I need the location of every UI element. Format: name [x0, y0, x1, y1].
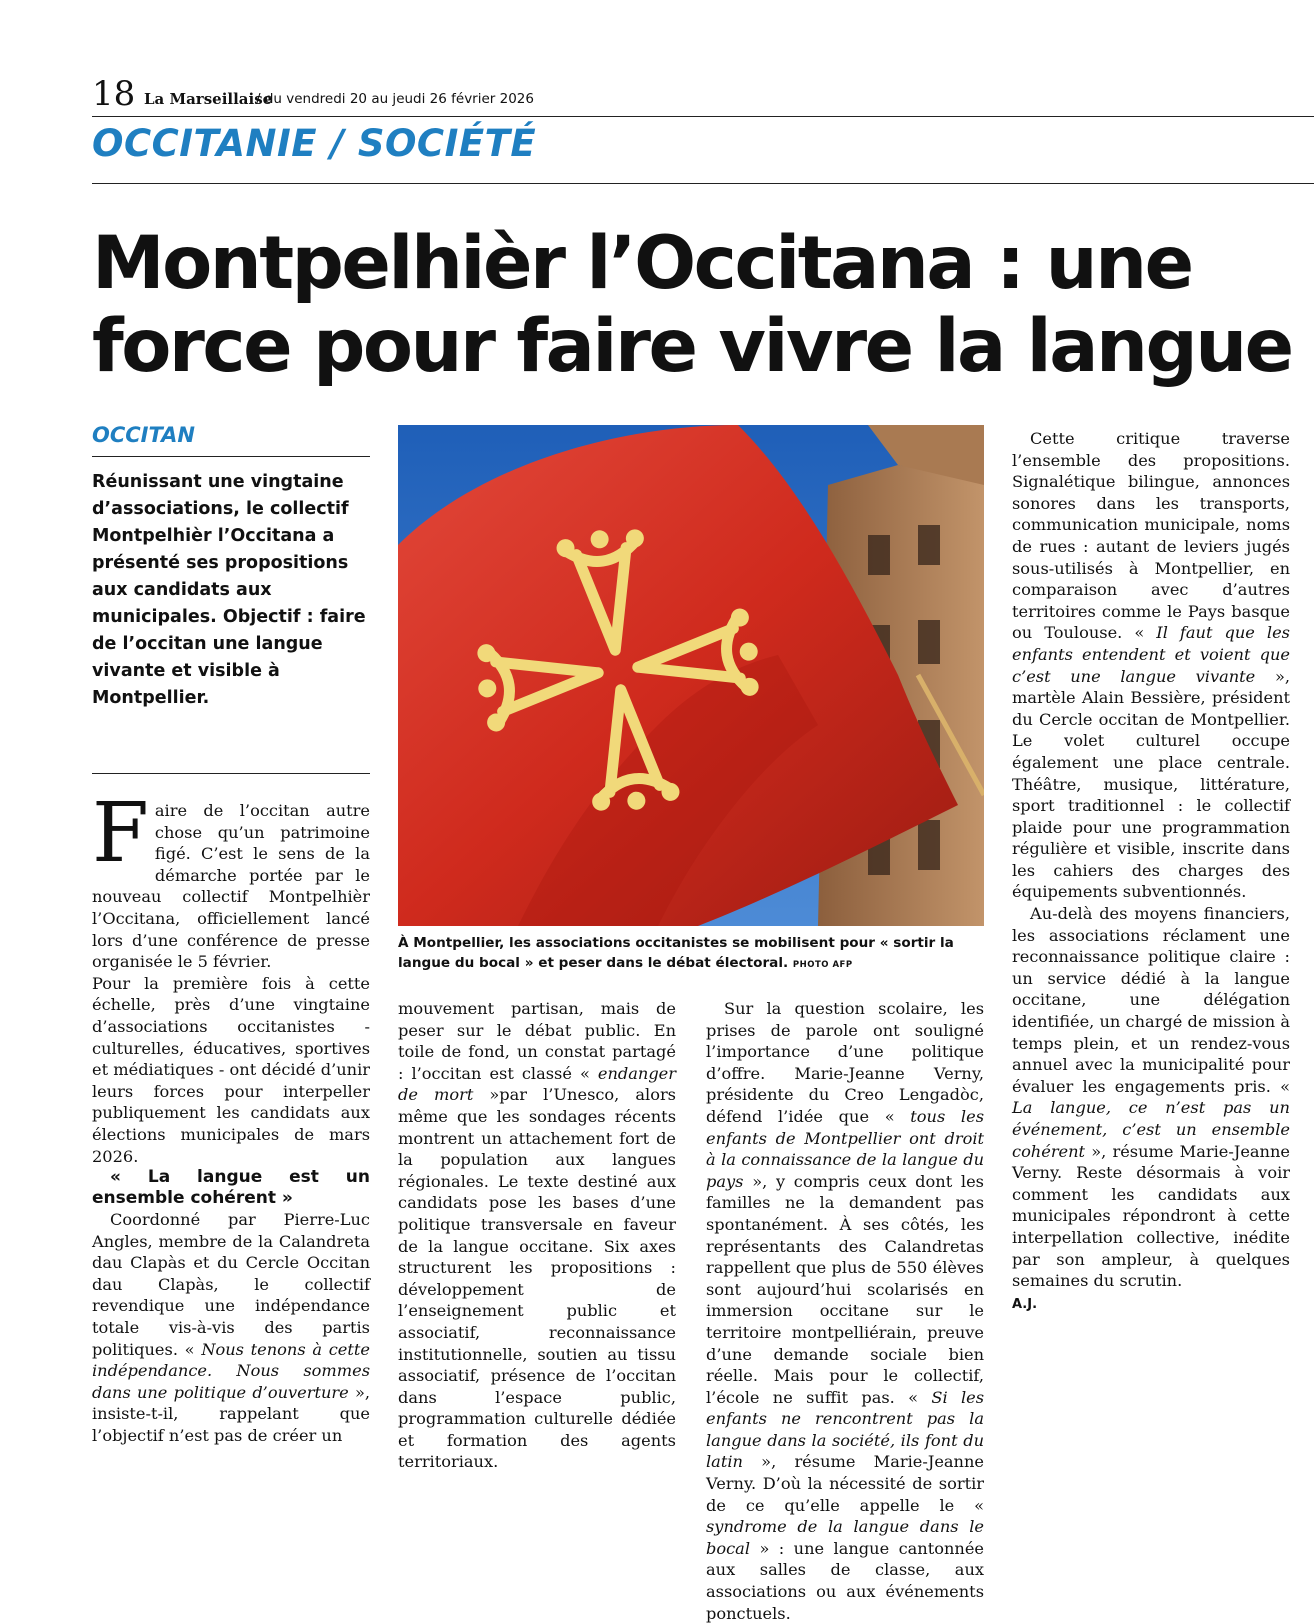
article-kicker: OCCITAN	[92, 423, 196, 447]
rubric-divider	[92, 183, 1314, 184]
standfirst-divider	[92, 773, 370, 774]
drop-cap: F	[92, 786, 149, 881]
article-paragraph: Au-delà des moyens financiers, les associations réclament une reconnaissance politique claire : un service dédié à la langue occitane, une délégation identifiée, un chargé de mission à temps plein, et un rendez-vous annuel avec la municipalité pour évaluer les engagements pris. « La langue, ce n’est pas un événement, c’est un ensemble cohérent », résume Marie-Jeanne Verny. Reste désormais à voir comment les candidats aux municipales répondront à cette interpellation collective, inédite par son ampleur, à quelques semaines du scrutin.	[1012, 904, 1290, 1291]
article-paragraph: Coordonné par Pierre-Luc Angles, membre de la Calandreta dau Clapàs et du Cercle Occitan dau Clapàs, le collectif revendique une indépendance totale vis-à-vis des partis politiques. « Nous tenons à cette indépendance. Nous sommes dans une politique d’ouverture », insiste-t-il, rappelant que l’objectif n’est pas de créer un	[92, 1210, 370, 1446]
issue-dateline: / du vendredi 20 au jeudi 26 février 2026	[256, 91, 534, 107]
section-rubric: OCCITANIE / SOCIÉTÉ	[92, 122, 537, 165]
page-number: 18	[92, 74, 136, 114]
photo-caption	[398, 933, 988, 975]
occitan-flag-photo	[398, 425, 984, 926]
photo-credit: PHOTO AFP	[792, 960, 853, 970]
article-column-3	[706, 998, 984, 1624]
article-paragraph: Pour la première fois à cette échelle, près d’une vingtaine d’associations occitanistes - culturelles, éducatives, sportives et médiatiques - ont décidé d’unir leurs forces pour interpeller publiquement les candidats aux élections municipales de mars 2026.	[92, 973, 370, 1166]
article-column-2	[398, 998, 676, 1473]
article-paragraph: Cette critique traverse l’ensemble des propositions. Signalétique bilingue, annonces sonores dans les transports, communication municipale, noms de rues : autant de leviers jugés sous-utilisés à Montpellier, en comparaison avec d’autres territoires comme le Pays basque ou Toulouse. « Il faut que les enfants entendent et voient que c’est une langue vivante », martèle Alain Bessière, président du Cercle occitan de Montpellier. Le volet culturel occupe également une place centrale. Théâtre, musique, littérature, sport traditionnel : le collectif plaide pour une programmation régulière et visible, inscrite dans les cahiers des charges des équipements subventionnés.	[1012, 429, 1290, 902]
page-folio	[92, 74, 1314, 117]
article-standfirst: Réunissant une vingtaine d’associations, le collectif Montpelhièr l’Occitana a présenté ses propositions aux candidats aux municipales. Objectif : faire de l’occitan une langue vivante et visible à Montpellier.	[92, 472, 366, 708]
article-photo	[398, 425, 984, 926]
article-paragraph: mouvement partisan, mais de peser sur le débat public. En toile de fond, un constat partagé : l’occitan est classé « endanger de mort »par l’Unesco, alors même que les sondages récents montrent un attachement fort de la population aux langues régionales. Le texte destiné aux candidats pose les bases d’une politique transversale en faveur de la langue occitane. Six axes structurent les propositions : développement de l’enseignement public et associatif, reconnaissance institutionnelle, soutien au tissu associatif, présence de l’occitan dans l’espace public, programmation culturelle dédiée et formation des agents territoriaux.	[398, 999, 677, 1472]
article-paragraph: Sur la question scolaire, les prises de parole ont souligné l’importance d’une politique d’offre. Marie-Jeanne Verny, présidente du Creo Lengadòc, défend l’idée que « tous les enfants de Montpellier ont droit à la connaissance de la langue du pays », y compris ceux dont les familles ne la demandent pas spontanément. À ses côtés, les représentants des Calandretas rappellent que plus de 550 élèves sont aujourd’hui scolarisés en immersion occitane sur le territoire montpelliérain, preuve d’une demande sociale bien réelle. Mais pour le collectif, l’école ne suffit pas. « Si les enfants ne rencontrent pas la langue dans la société, ils font du latin », résume Marie-Jeanne Verny. D’où la nécessité de sortir de ce qu’elle appelle le « syndrome de la langue dans le bocal » : une langue cantonnée aux salles de classe, aux associations ou aux événements ponctuels.	[706, 999, 985, 1623]
kicker-divider	[92, 456, 370, 457]
publication-name: La Marseillaise	[144, 90, 273, 108]
author-signature: A.J.	[1012, 1296, 1038, 1312]
article-column-4	[1012, 428, 1290, 1315]
article-paragraph: Faire de l’occitan autre chose qu’un patrimoine figé. C’est le sens de la démarche portée par le nouveau collectif Montpelhièr l’Occitana, officiellement lancé lors d’une conférence de presse organisée le 5 février.	[92, 786, 370, 972]
article-column-1	[92, 786, 370, 1447]
article-intertitle: « La langue est un ensemble cohérent »	[92, 1167, 370, 1209]
caption-text: À Montpellier, les associations occitanistes se mobilisent pour « sortir la langue du bocal » et peser dans le débat électoral.	[398, 935, 954, 971]
article-headline: Montpelhièr l’Occitana : une force pour faire vivre la langue	[92, 221, 1292, 389]
